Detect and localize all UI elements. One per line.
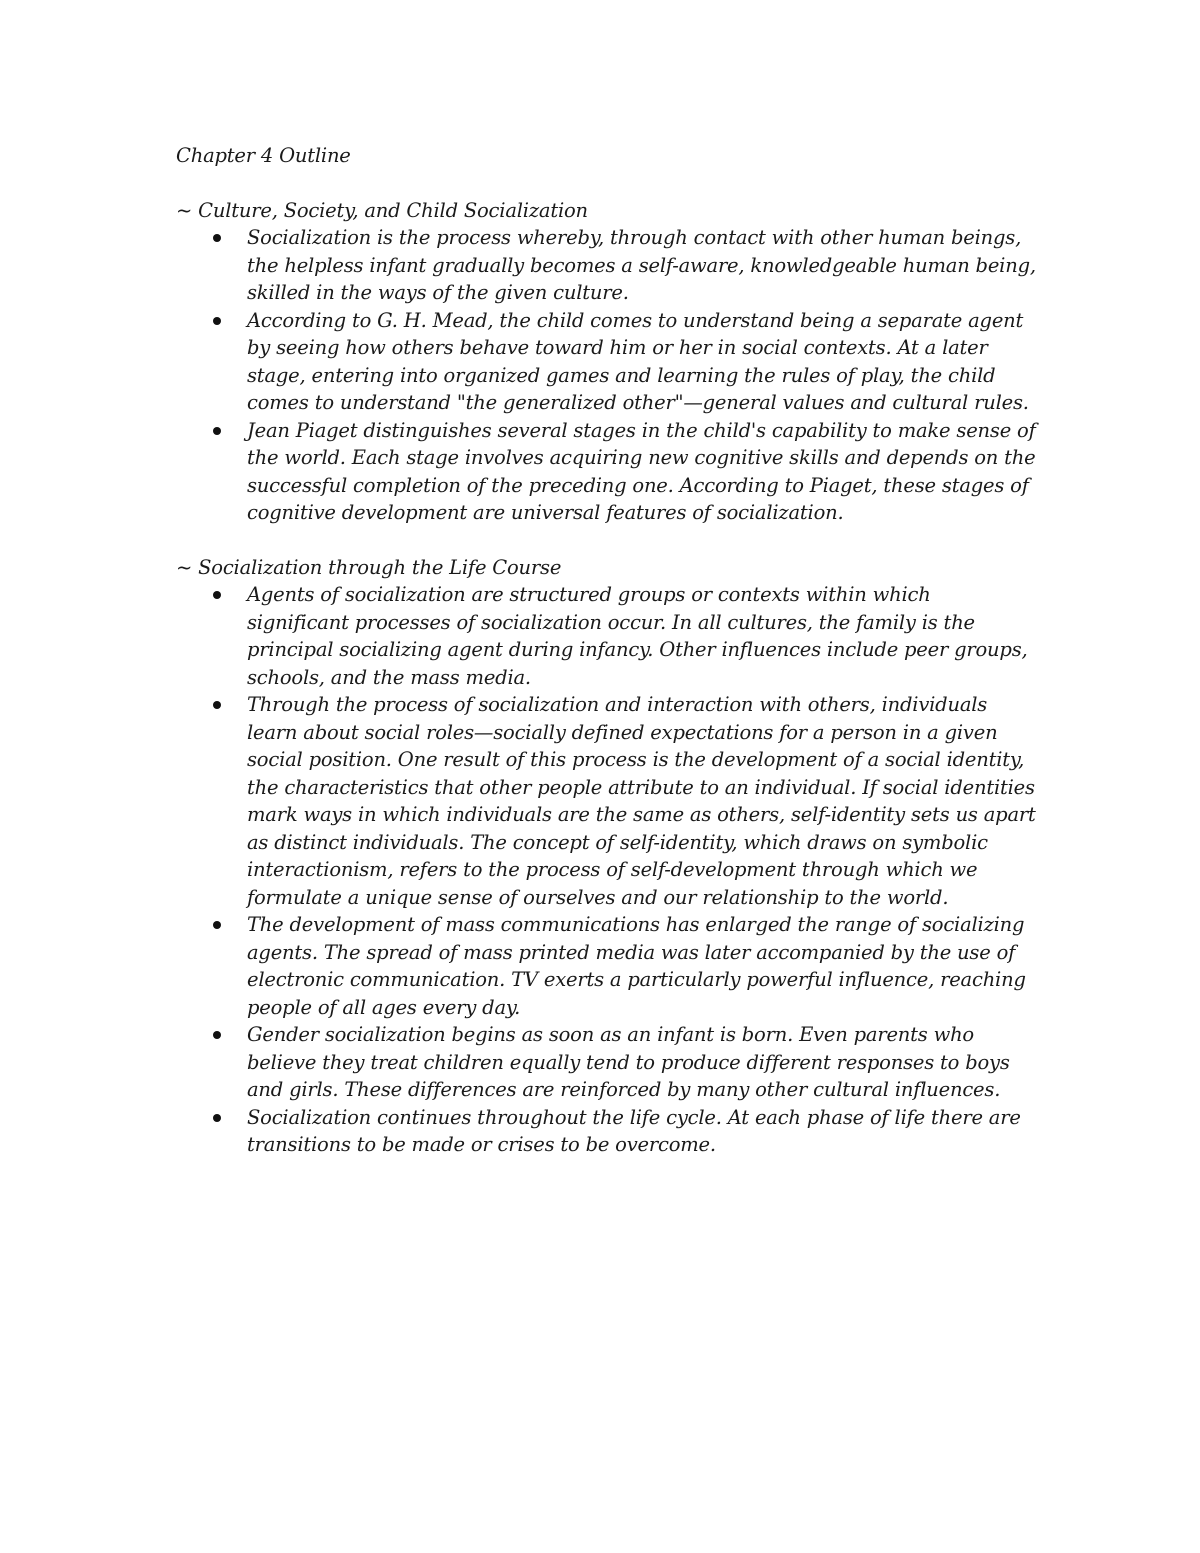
bullet-icon xyxy=(213,317,221,325)
bullet-text: Socialization continues throughout the life cycle. At each phase of life there are transitions to be made or crises to be overcome. xyxy=(247,1105,1021,1156)
bullet-text: According to G. H. Mead, the child comes to understand being a separate agent by seeing how others behave toward him or her in social contexts. At a later stage, entering into organized games and learning the rules of play, the child comes to understand "the generalized other"—general values and cultural rules. xyxy=(247,308,1029,414)
bullet-item xyxy=(247,417,1036,527)
bullet-text: Agents of socialization are structured groups or contexts within which significant processes of socialization occur. In all cultures, the family is the principal socializing agent during infancy. Other influences include peer groups, schools, and the mass media. xyxy=(247,583,1028,689)
bullet-item xyxy=(247,1021,1036,1104)
section-heading: ~ Culture, Society, and Child Socialization xyxy=(176,198,588,222)
section-life-course xyxy=(176,554,1036,1159)
document-title: Chapter 4 Outline xyxy=(176,144,351,167)
bullet-item xyxy=(247,911,1036,1021)
bullet-text: Socialization is the process whereby, through contact with other human beings, the helpless infant gradually becomes a self-aware, knowledgeable human being, skilled in the ways of the given culture. xyxy=(247,226,1036,304)
bullet-icon xyxy=(213,591,221,599)
bullet-item xyxy=(247,1104,1036,1159)
section-child-socialization xyxy=(176,197,1036,527)
bullet-item xyxy=(247,224,1036,307)
bullet-icon xyxy=(213,701,221,709)
bullet-text: The development of mass communications has enlarged the range of socializing agents. The spread of mass printed media was later accompanied by the use of electronic communication. TV exerts a particularly powerful influence, reaching people of all ages every day. xyxy=(247,913,1026,1019)
bullet-text: Gender socialization begins as soon as an infant is born. Even parents who believe they treat children equally tend to produce different responses to boys and girls. These differences are reinforced by many other cultural influences. xyxy=(247,1023,1010,1101)
bullet-list xyxy=(176,224,1036,527)
bullet-icon xyxy=(213,921,221,929)
bullet-text: Through the process of socialization and interaction with others, individuals learn about social roles—socially defined expectations for a person in a given social position. One result of this process is the development of a social identity, the characteristics that other people attribute to an individual. If social identities mark ways in which individuals are the same as others, self-identity sets us apart as distinct individuals. The concept of self-identity, which draws on symbolic interactionism, refers to the process of self-development through which we formulate a unique sense of ourselves and our relationship to the world. xyxy=(247,693,1036,909)
bullet-text: Jean Piaget distinguishes several stages in the child's capability to make sense of the world. Each stage involves acquiring new cognitive skills and depends on the successful completion of the preceding one. According to Piaget, these stages of cognitive development are universal features of socialization. xyxy=(247,418,1036,524)
bullet-icon xyxy=(213,234,221,242)
bullet-list xyxy=(176,581,1036,1159)
bullet-icon xyxy=(213,1031,221,1039)
section-heading: ~ Socialization through the Life Course xyxy=(176,555,562,579)
bullet-item xyxy=(247,581,1036,691)
document-body xyxy=(176,142,1036,1186)
bullet-icon xyxy=(213,427,221,435)
bullet-item xyxy=(247,307,1036,417)
bullet-icon xyxy=(213,1114,221,1122)
bullet-item xyxy=(247,691,1036,911)
